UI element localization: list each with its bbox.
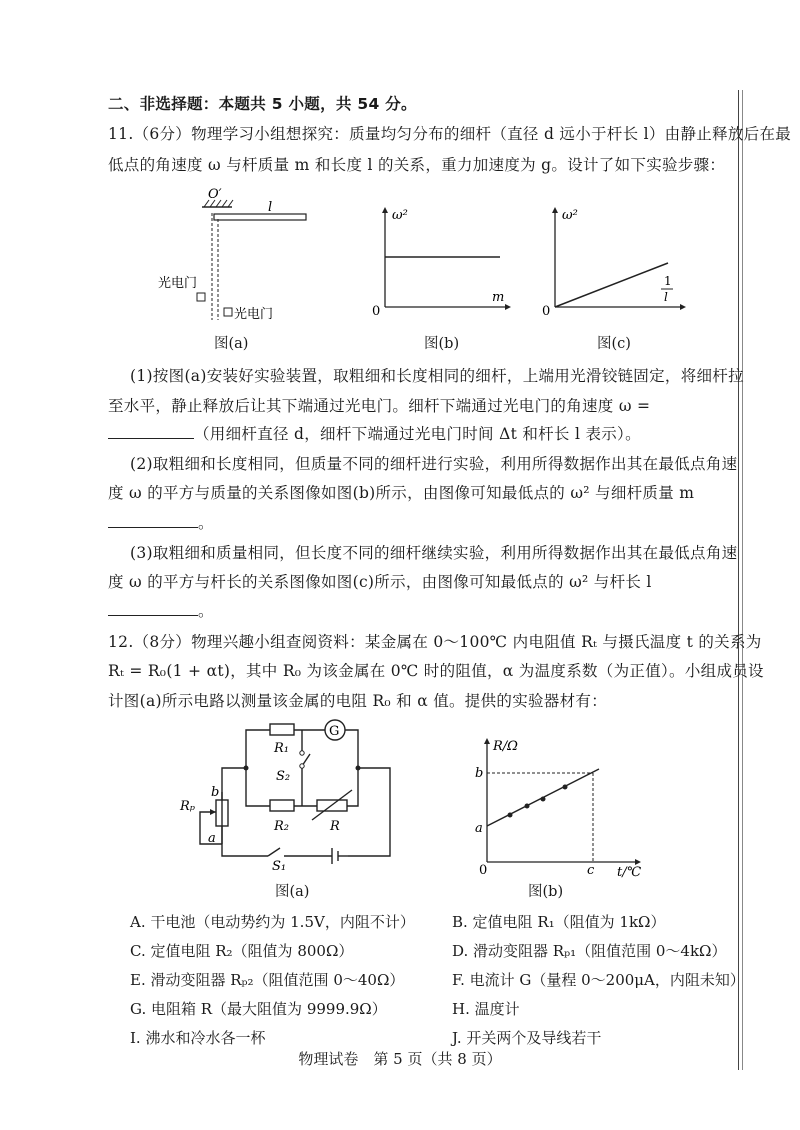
data-point — [508, 813, 513, 818]
svg-text:0: 0 — [479, 863, 488, 878]
graph-caption: 图(b) — [528, 884, 564, 900]
margin-rule — [738, 90, 739, 1070]
margin-rule-inner — [742, 90, 743, 1070]
svg-text:0: 0 — [372, 304, 381, 319]
answer-blank[interactable] — [108, 424, 194, 439]
svg-text:R₁: R₁ — [274, 741, 289, 756]
q11-stem-line1: 11.（6分）物理学习小组想探究：质量均匀分布的细杆（直径 d 远小于杆长 l）由静止释放后在最 — [108, 125, 792, 143]
svg-text:1: 1 — [664, 274, 672, 288]
rod — [214, 214, 306, 220]
svg-text:光电门: 光电门 — [158, 276, 198, 291]
svg-text:a: a — [208, 831, 216, 846]
q11-part2-line2: 度 ω 的平方与质量的关系图像如图(b)所示，由图像可知最低点的 ω² 与细杆质量 m — [108, 484, 695, 502]
q11-part3-line1: (3)取粗细和质量相同，但长度不同的细杆继续实验，利用所得数据作出其在最低点角速 — [130, 544, 738, 562]
data-point — [541, 797, 546, 802]
svg-text:S₁: S₁ — [272, 859, 287, 874]
svg-text:0: 0 — [542, 304, 551, 319]
svg-text:b: b — [211, 785, 220, 800]
q11-part2-line3: 。 — [108, 511, 214, 533]
svg-text:R₂: R₂ — [274, 819, 289, 834]
q12-graph-b — [475, 736, 645, 880]
option-e: E. 滑动变阻器 Rₚ₂（阻值范围 0～40Ω） — [130, 971, 405, 989]
q12-stem-line1: 12.（8分）物理兴趣小组查阅资料：某金属在 0～100℃ 内电阻值 Rₜ 与摄氏温度 t 的关系为 — [108, 633, 762, 651]
option-g: G. 电阻箱 R（最大阻值为 9999.9Ω） — [130, 1000, 387, 1018]
answer-blank[interactable] — [108, 513, 198, 528]
pivot-label: O′ — [208, 187, 222, 202]
option-i: I. 沸水和冷水各一杯 — [130, 1029, 266, 1047]
option-f: F. 电流计 G（量程 0～200μA，内阻未知） — [452, 971, 745, 989]
option-a: A. 干电池（电动势约为 1.5V，内阻不计） — [130, 913, 415, 931]
page-footer: 物理试卷 第 5 页（共 8 页） — [298, 1050, 502, 1068]
q11-figure-b — [370, 205, 510, 325]
section-header: 二、非选择题：本题共 5 小题，共 54 分。 — [108, 95, 417, 113]
q11-part1-line1: (1)按图(a)安装好实验装置，取粗细和长度相同的细杆，上端用光滑铰链固定，将细杆拉 — [130, 367, 744, 385]
svg-text:ω²: ω² — [392, 208, 408, 223]
fig-c-caption: 图(c) — [597, 336, 631, 352]
svg-text:R: R — [330, 819, 340, 834]
svg-text:t/℃: t/℃ — [617, 865, 642, 880]
fig-b-caption: 图(b) — [424, 336, 460, 352]
q11-figure-a — [150, 185, 320, 330]
q11-part2-line1: (2)取粗细和长度相同，但质量不同的细杆进行实验，利用所得数据作出其在最低点角速 — [130, 455, 738, 473]
q12-circuit-figure — [180, 718, 390, 874]
svg-text:b: b — [475, 766, 484, 781]
option-h: H. 温度计 — [452, 1000, 520, 1018]
series-line — [555, 263, 668, 307]
q11-part3-line3: 。 — [108, 599, 214, 621]
q11-figure-c — [540, 205, 690, 325]
option-j: J. 开关两个及导线若干 — [452, 1029, 602, 1047]
answer-blank[interactable] — [108, 601, 198, 616]
q11-part1-line2: 至水平，静止释放后让其下端通过光电门。细杆下端通过光电门的角速度 ω = — [108, 397, 651, 415]
svg-text:m: m — [492, 290, 505, 305]
data-point — [563, 785, 568, 790]
option-d: D. 滑动变阻器 Rₚ₁（阻值范围 0～4kΩ） — [452, 942, 727, 960]
svg-text:Rₚ: Rₚ — [180, 799, 195, 814]
svg-text:l: l — [664, 290, 668, 304]
q12-stem-line3: 计图(a)所示电路以测量该金属的电阻 R₀ 和 α 值。提供的实验器材有： — [108, 692, 607, 710]
svg-text:c: c — [587, 863, 595, 878]
svg-text:G: G — [329, 724, 340, 739]
svg-text:S₂: S₂ — [276, 769, 291, 784]
svg-text:l: l — [268, 200, 273, 215]
option-c: C. 定值电阻 R₂（阻值为 800Ω） — [130, 942, 354, 960]
option-b: B. 定值电阻 R₁（阻值为 1kΩ） — [452, 913, 666, 931]
data-point — [525, 804, 530, 809]
svg-text:光电门: 光电门 — [234, 307, 274, 322]
svg-text:a: a — [475, 821, 483, 836]
q11-part3-line2: 度 ω 的平方与杆长的关系图像如图(c)所示，由图像可知最低点的 ω² 与杆长 l — [108, 573, 652, 591]
q11-part1-line3: （用细杆直径 d，细杆下端通过光电门时间 Δt 和杆长 l 表示）。 — [108, 422, 641, 444]
fig-a-caption: 图(a) — [214, 336, 249, 352]
svg-text:R/Ω: R/Ω — [493, 739, 518, 754]
circuit-caption: 图(a) — [275, 884, 310, 900]
q11-stem-line2: 低点的角速度 ω 与杆质量 m 和长度 l 的关系，重力加速度为 g。设计了如下实验步骤： — [108, 156, 726, 174]
svg-text:ω²: ω² — [562, 208, 578, 223]
q12-stem-line2: Rₜ = R₀(1 + αt)，其中 R₀ 为该金属在 0℃ 时的阻值，α 为温度系数（为正值）。小组成员设 — [108, 662, 764, 680]
